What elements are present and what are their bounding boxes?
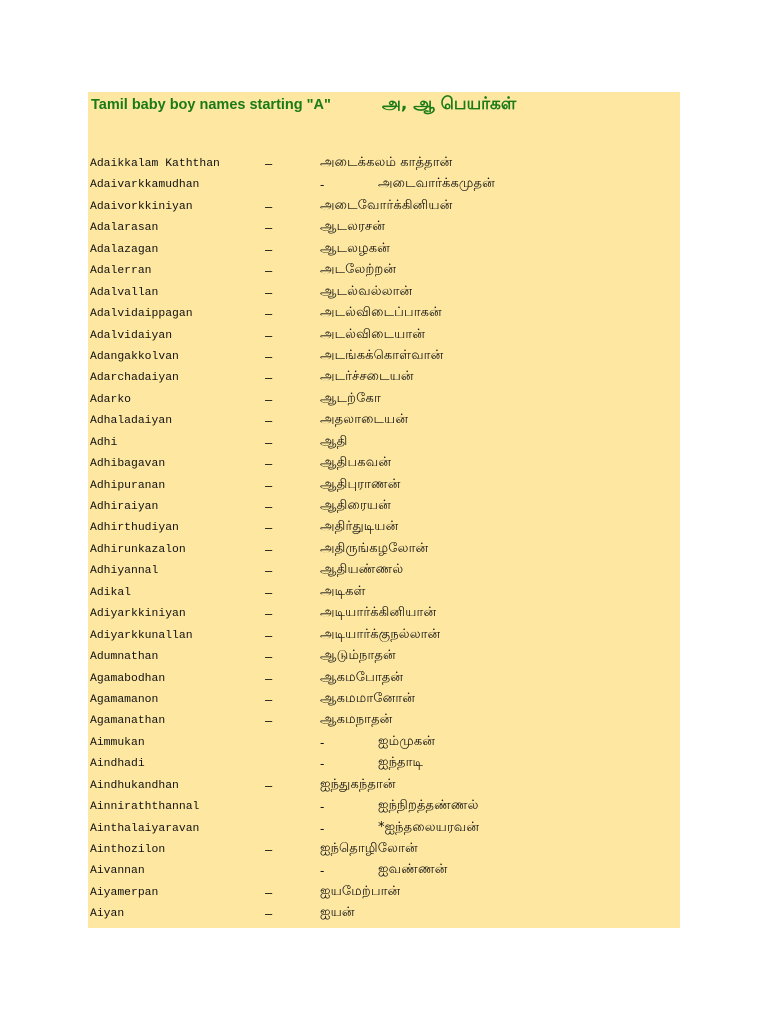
separator-dash: – bbox=[265, 906, 273, 922]
separator-dash: – bbox=[265, 777, 273, 793]
name-english: Adalvidaiyan bbox=[90, 329, 173, 342]
list-item bbox=[88, 197, 680, 218]
name-english: Adalvidaippagan bbox=[90, 308, 193, 321]
list-item bbox=[88, 604, 680, 625]
name-tamil: ஆதிபுராணன் bbox=[320, 476, 401, 492]
separator-dash: – bbox=[265, 220, 273, 236]
name-tamil: ஆடும்நாதன் bbox=[320, 648, 396, 664]
name-tamil: அதிருங்கழலோன் bbox=[320, 540, 429, 556]
name-tamil: ஐவண்ணன் bbox=[378, 862, 448, 878]
list-item bbox=[88, 626, 680, 647]
name-tamil: அடங்கக்கொள்வான் bbox=[320, 347, 444, 363]
list-item bbox=[88, 669, 680, 690]
name-tamil: ஐயமேற்பான் bbox=[320, 883, 401, 899]
name-english: Aindhukandhan bbox=[90, 779, 179, 792]
name-english: Adhirthudiyan bbox=[90, 522, 179, 535]
separator-dash: - bbox=[320, 799, 325, 815]
name-english: Aimmukan bbox=[90, 736, 145, 749]
separator-dash: – bbox=[265, 670, 273, 686]
name-tamil: அதிர்துடியன் bbox=[320, 519, 399, 535]
separator-dash: – bbox=[265, 499, 273, 514]
separator-dash: – bbox=[265, 348, 273, 364]
name-english: Ainthozilon bbox=[90, 844, 166, 856]
list-item bbox=[88, 904, 680, 925]
names-list bbox=[88, 154, 680, 926]
name-english: Adhi bbox=[90, 436, 118, 449]
list-item bbox=[88, 368, 680, 389]
name-english: Adaikkalam Kaththan bbox=[90, 158, 220, 170]
name-tamil: ஆகமநாதன் bbox=[320, 712, 393, 728]
name-english: Agamanathan bbox=[90, 715, 166, 728]
name-english: Adaivarkkamudhan bbox=[90, 179, 200, 192]
name-english: Adarko bbox=[90, 393, 132, 406]
name-english: Aiyan bbox=[90, 908, 125, 921]
header bbox=[91, 94, 680, 118]
name-english: Adhiraiyan bbox=[90, 501, 159, 513]
list-item bbox=[88, 218, 680, 239]
name-tamil: அடியார்க்குநல்லான் bbox=[320, 626, 441, 642]
list-item bbox=[88, 733, 680, 754]
name-tamil: அதலாடையன் bbox=[320, 412, 409, 428]
separator-dash: – bbox=[265, 842, 273, 857]
name-english: Adangakkolvan bbox=[90, 350, 179, 363]
name-english: Agamamanon bbox=[90, 693, 159, 706]
separator-dash: – bbox=[265, 198, 273, 214]
list-item bbox=[88, 840, 680, 861]
list-item bbox=[88, 776, 680, 797]
separator-dash: – bbox=[265, 156, 273, 171]
list-item bbox=[88, 390, 680, 411]
separator-dash: - bbox=[320, 177, 325, 193]
list-item bbox=[88, 647, 680, 668]
list-item bbox=[88, 819, 680, 840]
name-tamil: *ஐந்தலையரவன் bbox=[378, 819, 480, 835]
list-item bbox=[88, 711, 680, 732]
name-tamil: ஐயன் bbox=[320, 905, 355, 921]
separator-dash: - bbox=[320, 863, 325, 879]
separator-dash: – bbox=[265, 563, 273, 579]
separator-dash: – bbox=[265, 370, 273, 386]
separator-dash: – bbox=[265, 241, 273, 257]
list-item bbox=[88, 690, 680, 711]
name-english: Aiyamerpan bbox=[90, 886, 159, 899]
list-item bbox=[88, 154, 680, 175]
list-item bbox=[88, 561, 680, 582]
separator-dash: - bbox=[320, 756, 325, 772]
name-tamil: ஆதிரையன் bbox=[320, 498, 391, 513]
separator-dash: – bbox=[265, 477, 273, 493]
separator-dash: - bbox=[320, 820, 325, 836]
separator-dash: – bbox=[265, 434, 273, 450]
name-english: Adumnathan bbox=[90, 651, 159, 664]
name-tamil: அடல்விடைப்பாகன் bbox=[320, 305, 442, 321]
list-item bbox=[88, 347, 680, 368]
separator-dash: – bbox=[265, 306, 273, 322]
name-tamil: ஆதி bbox=[320, 433, 348, 449]
name-english: Aivannan bbox=[90, 865, 145, 878]
separator-dash: – bbox=[265, 327, 273, 343]
list-item bbox=[88, 261, 680, 282]
name-tamil: ஆடலழகன் bbox=[320, 240, 390, 256]
list-item bbox=[88, 518, 680, 539]
name-tamil: அடைவார்க்கமுதன் bbox=[378, 176, 495, 192]
separator-dash: – bbox=[265, 691, 273, 707]
name-english: Adalvallan bbox=[90, 286, 159, 299]
name-english: Adhibagavan bbox=[90, 458, 166, 471]
name-tamil: அடைக்கலம் காத்தான் bbox=[320, 155, 453, 170]
name-tamil: ஆடற்கோ bbox=[320, 390, 381, 406]
list-item bbox=[88, 540, 680, 561]
list-item bbox=[88, 283, 680, 304]
list-item bbox=[88, 175, 680, 196]
separator-dash: – bbox=[265, 713, 273, 729]
name-english: Adalerran bbox=[90, 265, 152, 278]
list-item bbox=[88, 433, 680, 454]
list-item bbox=[88, 411, 680, 432]
list-item bbox=[88, 304, 680, 325]
name-english: Adhaladaiyan bbox=[90, 415, 173, 428]
separator-dash: – bbox=[265, 456, 273, 472]
list-item bbox=[88, 240, 680, 261]
list-item bbox=[88, 476, 680, 497]
name-english: Adaivorkkiniyan bbox=[90, 200, 193, 213]
list-item bbox=[88, 883, 680, 904]
name-english: Adhipuranan bbox=[90, 479, 166, 492]
separator-dash: – bbox=[265, 627, 273, 643]
header-title-english: Tamil baby boy names starting "A" bbox=[91, 97, 331, 113]
name-english: Adarchadaiyan bbox=[90, 372, 179, 385]
name-tamil: அடைவோர்க்கினியன் bbox=[320, 197, 453, 213]
list-item bbox=[88, 326, 680, 347]
name-tamil: அடல்விடையான் bbox=[320, 326, 426, 342]
list-item bbox=[88, 861, 680, 882]
separator-dash: – bbox=[265, 649, 273, 665]
name-english: Aindhadi bbox=[90, 758, 145, 771]
name-tamil: ஐந்தாடி bbox=[378, 755, 424, 771]
name-tamil: ஆதியண்ணல் bbox=[320, 562, 404, 578]
list-item bbox=[88, 797, 680, 818]
separator-dash: – bbox=[265, 606, 273, 622]
name-tamil: ஆடல்வல்லான் bbox=[320, 283, 413, 299]
separator-dash: – bbox=[265, 413, 273, 429]
list-item bbox=[88, 754, 680, 775]
name-english: Ainniraththannal bbox=[90, 801, 200, 814]
name-english: Adhiyannal bbox=[90, 565, 159, 578]
separator-dash: - bbox=[320, 734, 325, 750]
name-english: Adiyarkkiniyan bbox=[90, 608, 186, 621]
separator-dash: – bbox=[265, 263, 273, 279]
name-tamil: ஆகமமானோன் bbox=[320, 690, 416, 706]
name-tamil: ஐந்நிறத்தண்ணல் bbox=[378, 798, 479, 814]
name-tamil: அடியார்க்கினியான் bbox=[320, 605, 437, 621]
name-tamil: ஐந்துகந்தான் bbox=[320, 776, 396, 792]
separator-dash: – bbox=[265, 520, 273, 536]
name-tamil: ஆகமபோதன் bbox=[320, 669, 404, 685]
name-tamil: அடர்ச்சடையன் bbox=[320, 369, 414, 385]
list-item bbox=[88, 454, 680, 475]
header-title-tamil: அ, ஆ பெயர்கள் bbox=[382, 94, 517, 114]
name-english: Adalarasan bbox=[90, 222, 159, 235]
list-item bbox=[88, 583, 680, 604]
separator-dash: – bbox=[265, 884, 273, 900]
name-tamil: ஆதிபகவன் bbox=[320, 455, 392, 471]
name-english: Agamabodhan bbox=[90, 672, 166, 685]
name-tamil: ஐம்முகன் bbox=[378, 733, 436, 749]
name-tamil: அடிகள் bbox=[320, 583, 366, 599]
name-english: Adiyarkkunallan bbox=[90, 629, 193, 642]
separator-dash: – bbox=[265, 284, 273, 300]
name-tamil: அடலேற்றன் bbox=[320, 262, 397, 278]
separator-dash: – bbox=[265, 584, 273, 600]
list-item bbox=[88, 497, 680, 518]
name-english: Ainthalaiyaravan bbox=[90, 822, 200, 835]
name-tamil: ஐந்தொழிலோன் bbox=[320, 841, 418, 856]
name-english: Adalazagan bbox=[90, 243, 159, 256]
names-sheet bbox=[88, 92, 680, 928]
separator-dash: – bbox=[265, 391, 273, 407]
name-english: Adikal bbox=[90, 586, 132, 599]
name-tamil: ஆடலரசன் bbox=[320, 219, 386, 235]
separator-dash: – bbox=[265, 541, 273, 557]
name-english: Adhirunkazalon bbox=[90, 543, 186, 556]
